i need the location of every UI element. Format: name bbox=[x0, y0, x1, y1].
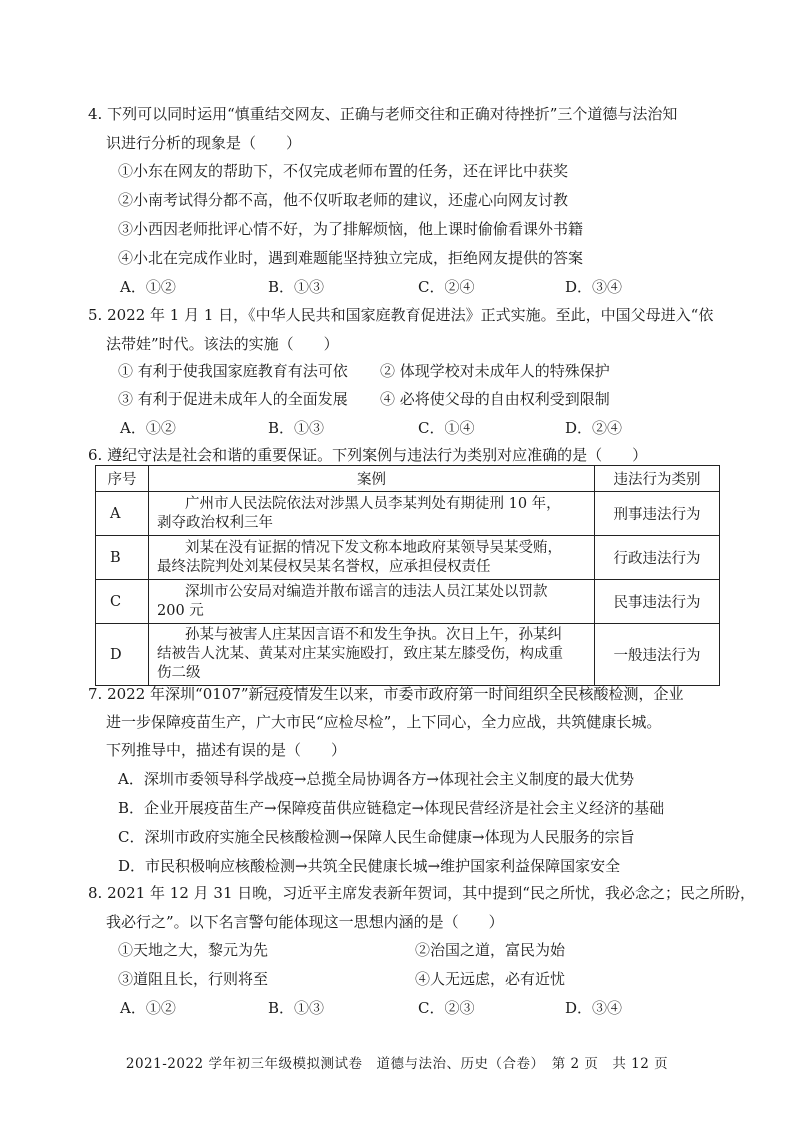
question-8-item-4: ④人无远虑，必有近忧 bbox=[415, 970, 566, 988]
question-5-item-3: ③ 有利于促进未成年人的全面发展 bbox=[118, 390, 348, 408]
row-case-line-3: 伤二级 bbox=[157, 665, 201, 681]
header-index: 序号 bbox=[96, 466, 149, 492]
case-table-header-row bbox=[96, 466, 720, 492]
question-5-choice-b: B．①③ bbox=[268, 419, 325, 437]
row-case-line-1: 刘某在没有证据的情况下发文称本地政府某领导吴某受贿， bbox=[185, 539, 562, 556]
question-4-choice-a: A．①② bbox=[120, 278, 176, 296]
question-5-choice-a: A．①② bbox=[120, 419, 176, 437]
question-4-choice-b: B．①③ bbox=[268, 278, 325, 296]
table-row bbox=[96, 536, 720, 580]
question-7-option-a: A．深圳市委领导科学战疫→总揽全局协调各方→体现社会主义制度的最大优势 bbox=[118, 770, 634, 788]
row-index: C bbox=[96, 580, 149, 624]
row-case bbox=[149, 536, 595, 580]
question-4-choice-c: C．②④ bbox=[418, 278, 475, 296]
question-7-stem-line-3: 下列推导中，描述有误的是（ ） bbox=[106, 741, 347, 759]
question-4-item-3: ③小西因老师批评心情不好，为了排解烦恼，他上课时偷偷看课外书籍 bbox=[118, 220, 584, 238]
header-case: 案例 bbox=[149, 466, 595, 492]
question-7-stem-line-1: 7. 2022 年深圳“0107”新冠疫情发生以来，市委市政府第一时间组织全民核酸检测，企业 bbox=[88, 685, 684, 703]
question-5-item-2: ② 体现学校对未成年人的特殊保护 bbox=[380, 362, 610, 380]
question-5-stem-line-1: 5. 2022 年 1 月 1 日，《中华人民共和国家庭教育促进法》正式实施。至此，中国父母进入“依 bbox=[88, 306, 714, 324]
question-5-item-4: ④ 必将使父母的自由权利受到限制 bbox=[380, 390, 610, 408]
question-8-item-2: ②治国之道，富民为始 bbox=[415, 941, 566, 959]
row-index: B bbox=[96, 536, 149, 580]
question-4-stem-line-1: 4. 下列可以同时运用“慎重结交网友、正确与老师交往和正确对待挫折”三个道德与法治知 bbox=[88, 105, 678, 123]
question-7-stem-line-2: 进一步保障疫苗生产，广大市民“应检尽检”，上下同心，全力应战，共筑健康长城。 bbox=[106, 713, 662, 731]
question-8-choice-a: A．①② bbox=[120, 999, 176, 1017]
row-case-line-1: 深圳市公安局对编造并散布谣言的违法人员江某处以罚款 bbox=[185, 583, 548, 600]
question-7-option-d: D．市民积极响应核酸检测→共筑全民健康长城→维护国家利益保障国家安全 bbox=[118, 857, 621, 875]
table-row bbox=[96, 624, 720, 686]
question-5-stem-line-2: 法带娃”时代。该法的实施（ ） bbox=[106, 335, 339, 353]
question-8-choice-d: D．③④ bbox=[565, 999, 623, 1017]
case-table bbox=[95, 465, 720, 686]
question-4-item-2: ②小南考试得分都不高，他不仅听取老师的建议，还虚心向网友讨教 bbox=[118, 191, 569, 209]
question-5-item-1: ① 有利于使我国家庭教育有法可依 bbox=[118, 362, 348, 380]
question-8-choice-c: C．②③ bbox=[418, 999, 475, 1017]
row-case-line-2: 最终法院判处刘某侵权吴某名誉权，应承担侵权责任 bbox=[157, 558, 491, 575]
row-index: A bbox=[96, 492, 149, 536]
row-case-line-1: 孙某与被害人庄某因言语不和发生争执。次日上午，孙某纠 bbox=[185, 627, 562, 643]
row-case-line-2: 200 元 bbox=[157, 602, 204, 619]
question-4-stem-line-2: 识进行分析的现象是（ ） bbox=[106, 134, 302, 152]
question-8-stem-line-1: 8. 2021 年 12 月 31 日晚，习近平主席发表新年贺词，其中提到“民之所忧，我必念之；民之所盼， bbox=[88, 884, 755, 902]
question-8-stem-line-2: 我必行之”。以下名言警句能体现这一思想内涵的是（ ） bbox=[106, 913, 504, 931]
question-7-option-b: B．企业开展疫苗生产→保障疫苗供应链稳定→体现民营经济是社会主义经济的基础 bbox=[118, 799, 665, 817]
row-type: 行政违法行为 bbox=[595, 536, 720, 580]
question-8-item-1: ①天地之大，黎元为先 bbox=[118, 941, 269, 959]
row-type: 一般违法行为 bbox=[595, 624, 720, 686]
row-case bbox=[149, 492, 595, 536]
row-case-line-1: 广州市人民法院依法对涉黑人员李某判处有期徒刑 10 年， bbox=[185, 495, 561, 512]
row-case-line-2: 结被告人沈某、黄某对庄某实施殴打，致庄某左膝受伤，构成重 bbox=[157, 646, 563, 662]
question-7-option-c: C．深圳市政府实施全民核酸检测→保障人民生命健康→体现为人民服务的宗旨 bbox=[118, 828, 635, 846]
question-4-item-1: ①小东在网友的帮助下，不仅完成老师布置的任务，还在评比中获奖 bbox=[118, 162, 569, 180]
question-4-item-4: ④小北在完成作业时，遇到难题能坚持独立完成，拒绝网友提供的答案 bbox=[118, 249, 584, 267]
question-6-stem: 6. 遵纪守法是社会和谐的重要保证。下列案例与违法行为类别对应准确的是（ ） bbox=[88, 446, 648, 464]
row-type: 刑事违法行为 bbox=[595, 492, 720, 536]
row-case bbox=[149, 624, 595, 686]
question-8-item-3: ③道阻且长，行则将至 bbox=[118, 970, 269, 988]
table-row bbox=[96, 492, 720, 536]
question-8-choice-b: B．①③ bbox=[268, 999, 325, 1017]
row-index: D bbox=[96, 624, 149, 686]
question-4-choice-d: D．③④ bbox=[565, 278, 623, 296]
question-5-choice-d: D．②④ bbox=[565, 419, 623, 437]
table-row bbox=[96, 580, 720, 624]
row-type: 民事违法行为 bbox=[595, 580, 720, 624]
page-footer: 2021-2022 学年初三年级模拟测试卷 道德与法治、历史（合卷） 第 2 页 共 12 页 bbox=[125, 1056, 669, 1072]
row-case bbox=[149, 580, 595, 624]
header-type: 违法行为类别 bbox=[595, 466, 720, 492]
question-5-choice-c: C．①④ bbox=[418, 419, 475, 437]
row-case-line-2: 剥夺政治权利三年 bbox=[157, 514, 273, 531]
